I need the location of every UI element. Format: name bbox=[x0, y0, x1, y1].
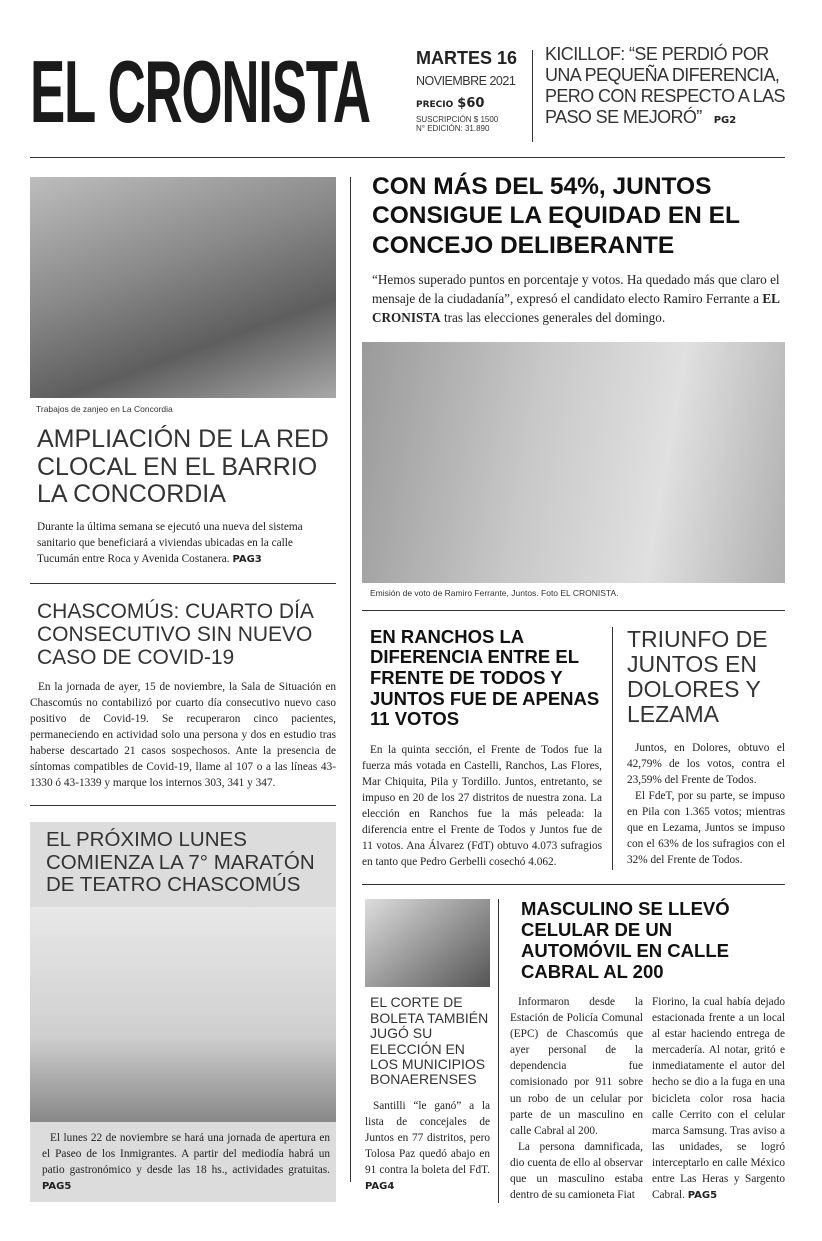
celular-body-col2: Fiorino, la cual había dejado estacionada frente a un local al estar haciendo entrega de mercadería. Al notar, gritó e inmediatamente el autor del hecho se dio a la fuga en una bicicleta color rosa hacia calle Cerrito con el celular marca Samsung. Tras aviso a las unidades, se logró interceptarlo en calle México entre Las Heras y Sargento Cabral. PAG5 bbox=[652, 996, 785, 1201]
left-column bbox=[30, 177, 336, 1202]
celular-article bbox=[499, 899, 785, 1202]
page-ref: PAG5 bbox=[42, 1180, 72, 1192]
boleta-body: Santilli “le ganó” a la lista de concejales de Juntos en 77 distritos, pero Tolosa Paz quedó abajo en 91 contra la boleta del FdT. PAG4 bbox=[365, 1099, 490, 1192]
photo-trench-works bbox=[30, 177, 336, 398]
cloacal-body: Durante la última semana se ejecutó una nueva del sistema sanitario que beneficiará a viviendas ubicadas en la calle Tucumán entre Roca y Avenida Costanera. PAG3 bbox=[37, 520, 303, 565]
page-ref: PAG3 bbox=[232, 553, 262, 565]
ranchos-article bbox=[362, 627, 612, 871]
issue-date: NOVIEMBRE 2021 bbox=[416, 73, 516, 88]
divider bbox=[362, 610, 785, 611]
right-column bbox=[362, 172, 785, 1203]
teatro-headline[interactable]: EL PRÓXIMO LUNES COMIENZA LA 7° MARATÓN DE TEATRO CHASCOMÚS bbox=[46, 828, 315, 897]
header bbox=[30, 44, 785, 144]
ranchos-headline[interactable]: EN RANCHOS LA DIFERENCIA ENTRE EL FRENTE DE TODOS Y JUNTOS FUE DE APENAS 11 VOTOS bbox=[370, 625, 600, 730]
photo-vote bbox=[362, 342, 785, 583]
top-teaser-headline[interactable]: KICILLOF: “SE PERDIÓ POR UNA PEQUEÑA DIFERENCIA, PERO CON RESPECTO A LAS PASO SE MEJORÓ” bbox=[545, 44, 785, 127]
ranchos-dolores-row bbox=[362, 627, 785, 871]
covid-body: En la jornada de ayer, 15 de noviembre, la Sala de Situación en Chascomús no contabilizó por cuarto día consecutivo nuevo caso positivo de Covid-19. Se recuperaron cinco pacientes, permaneciendo en actividad solo una persona y dos en estudio tras haberse descartado 21 casos sospechosos. Ante la presencia de síntomas compatibles de Covid-19, llame al 107 o a las líneas 43-1330 ó 43-1339 y marque los internos 303, 341 y 347. bbox=[30, 681, 336, 790]
dolores-headline[interactable]: TRIUNFO DE JUNTOS EN DOLORES Y LEZAMA bbox=[627, 625, 768, 728]
lead-quote: “Hemos superado puntos en porcentaje y votos. Ha quedado más que claro el mensaje de la ciudadanía”, expresó el candidato electo Ramiro Ferrante a EL CRONISTA tras las elecciones generales del domingo. bbox=[372, 272, 780, 326]
photo-ballots bbox=[365, 899, 490, 987]
subscription: SUSCRIPCIÓN $ 1500 bbox=[416, 114, 499, 124]
top-teaser bbox=[533, 44, 785, 128]
masthead-logo: EL CRONISTA bbox=[30, 42, 370, 141]
lead-headline[interactable]: CON MÁS DEL 54%, JUNTOS CONSIGUE LA EQUIDAD EN EL CONCEJO DELIBERANTE bbox=[372, 173, 740, 259]
divider bbox=[30, 583, 336, 584]
photo-caption: Emisión de voto de Ramiro Ferrante, Juntos. Foto EL CRONISTA. bbox=[370, 587, 619, 598]
photo-actors bbox=[30, 907, 336, 1122]
celular-columns bbox=[510, 994, 785, 1203]
teatro-box bbox=[30, 822, 336, 1202]
header-rule bbox=[30, 157, 785, 158]
page-ref: PAG4 bbox=[365, 1180, 395, 1192]
teatro-body: El lunes 22 de noviembre se hará una jornada de apertura en el Paseo de los Inmigrantes. A partir del mediodía habrá un patio gastronómico y desde las 18 hs., actividades gratuitas. PAG5 bbox=[42, 1131, 330, 1192]
boleta-headline[interactable]: EL CORTE DE BOLETA TAMBIÉN JUGÓ SU ELECCIÓN EN LOS MUNICIPIOS BONAERENSES bbox=[370, 994, 489, 1088]
divider bbox=[362, 884, 785, 885]
photo-caption: Trabajos de zanjeo en La Concordia bbox=[36, 404, 173, 414]
issue-day: MARTES 16 bbox=[416, 48, 518, 68]
dolores-article bbox=[613, 627, 785, 871]
covid-headline[interactable]: CHASCOMÚS: CUARTO DÍA CONSECUTIVO SIN NUEVO CASO DE COVID-19 bbox=[37, 599, 313, 669]
dolores-body: Juntos, en Dolores, obtuvo el 42,79% de los votos, contra el 23,59% del Frente de Todos. El FdeT, por su parte, se impuso en Pila con 1.365 votos; mientras que en Lezama, Juntos se impuso con el 63% de los sufragios con el 32% del Frente de Todos. bbox=[627, 741, 785, 866]
page-ref: PAG5 bbox=[687, 1189, 718, 1201]
issue-info bbox=[410, 44, 532, 133]
divider bbox=[30, 805, 336, 806]
page-ref: PG2 bbox=[713, 115, 737, 126]
edition: N° EDICIÓN: 31.890 bbox=[416, 123, 490, 133]
cloacal-headline[interactable]: AMPLIACIÓN DE LA RED CLOCAL EN EL BARRIO LA CONCORDIA bbox=[37, 425, 329, 508]
celular-body-col1: Informaron desde la Estación de Policía Comunal (EPC) de Chascomús que ayer personal de la dependencia fue comisionado por 911 sobre un robo de un celular por parte de un masculino en calle Cabral al 200. La persona damnificada, dio cuenta de ello al observar que un masculino estaba dentro de su camioneta Fiat bbox=[510, 996, 643, 1201]
masthead bbox=[30, 44, 410, 144]
celular-headline[interactable]: MASCULINO SE LLEVÓ CELULAR DE UN AUTOMÓVIL EN CALLE CABRAL AL 200 bbox=[521, 898, 730, 982]
price: PRECIO $60 bbox=[416, 95, 485, 111]
bottom-row bbox=[362, 899, 785, 1202]
ranchos-body: En la quinta sección, el Frente de Todos fue la fuerza más votada en Castelli, Ranchos, Las Flores, Mar Chiquita, Pila y Tordillo. Juntos, entretanto, se impuso en 20 de los 27 distritos de nuestra zona. La elección en Ranchos fue la más peleada: la diferencia entre el Frente de Todos y Juntos fue de 11 votos. Ana Álvarez (FdT) obtuvo 4.073 sufragios en tanto que Pedro Gerbelli cosechó 4.062. bbox=[362, 744, 602, 869]
boleta-article bbox=[362, 899, 498, 1202]
column-divider bbox=[350, 177, 351, 1182]
